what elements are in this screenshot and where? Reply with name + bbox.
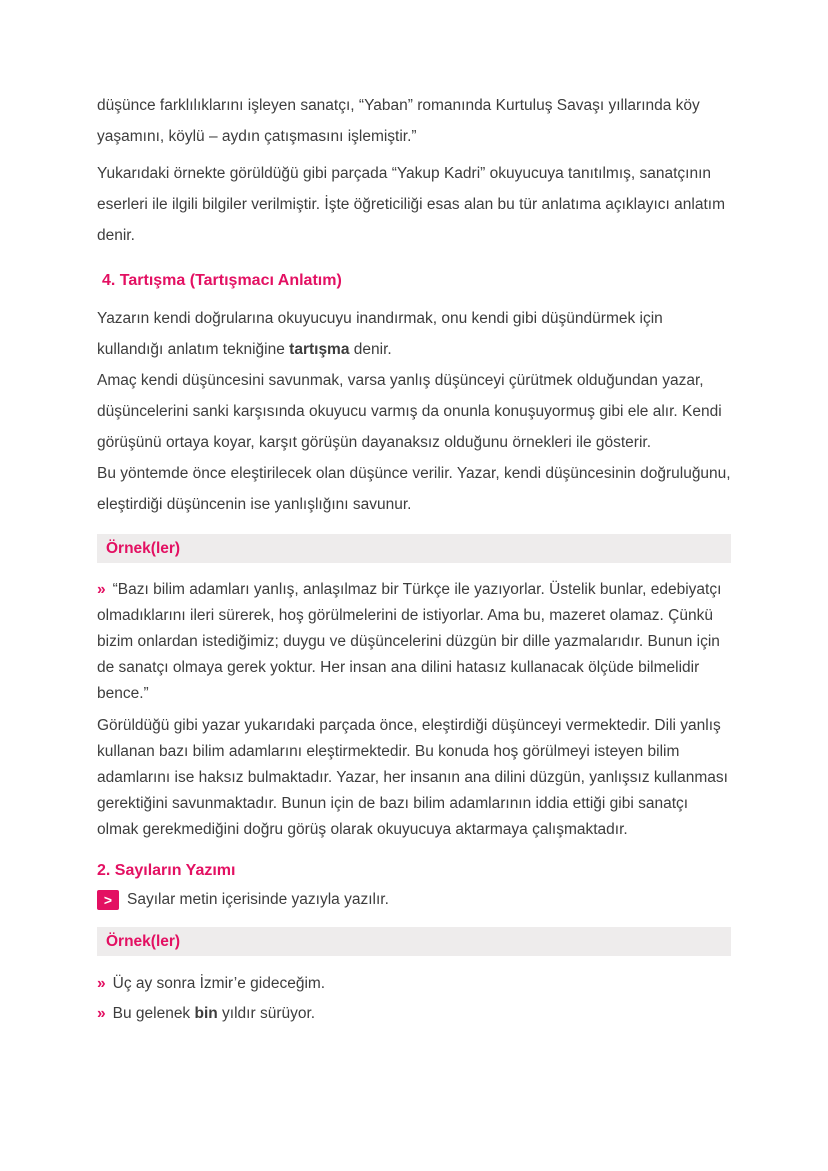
example-quote-text: “Bazı bilim adamları yanlış, anlaşılmaz bir Türkçe ile yazıyorlar. Üstelik bunlar, edebiyatçı olmadıklarını ileri sürerek, hoş görülmelerini de istiyorlar. Ama bu, mazeret olamaz. Çünkü bizim onlardan istediğimiz; duygu ve düşüncelerini düzgün bir dille yazmalarıdır. Bunun için de sanatçı olmaya gerek yoktur. Her insan ana dilini hatasız kullanacak ölçüde bilmelidir bence.”: [97, 581, 722, 702]
rule-arrow-badge: >: [97, 890, 119, 910]
guillemet-marker: »: [97, 581, 106, 598]
ornekler-banner-sayilar: [97, 927, 731, 956]
ornekler-banner-label-2: Örnek(ler): [106, 932, 181, 950]
paragraph-yaban-continuation: düşünce farklılıklarını işleyen sanatçı, “Yaban” romanında Kurtuluş Savaşı yıllarında köy yaşamını, köylü – aydın çatışmasını işlemiştir.”: [97, 97, 700, 145]
ornekler-banner-tartisma: [97, 534, 731, 563]
heading-sayilarin-yazimi: 2. Sayıların Yazımı: [97, 862, 236, 879]
guillemet-marker: »: [97, 975, 106, 992]
paragraph-tartisma-definition: [97, 303, 731, 365]
paragraph-amac: Amaç kendi düşüncesini savunmak, varsa yanlış düşünceyi çürütmek olduğundan yazar, düşüncelerini sanki karşısında okuyucu varmış da onunla konuşuyormuş gibi ele alır. Kendi görüşünü ortaya koyar, karşıt görüşün dayanaksız olduğunu örnekleri ile gösterir.: [97, 372, 722, 451]
heading-tartisma: 4. Tartışma (Tartışmacı Anlatım): [102, 272, 342, 289]
rule-sayilar-text: Sayılar metin içerisinde yazıyla yazılır.: [127, 891, 389, 908]
example-quote-paragraph: [97, 577, 731, 707]
guillemet-marker: »: [97, 1005, 106, 1022]
example-bin-text: [113, 1005, 315, 1022]
definition-pre-text: Yazarın kendi doğrularına okuyucuyu inandırmak, onu kendi gibi düşündürmek için kullandığı anlatım tekniğine: [97, 310, 663, 358]
example-izmir-text: Üç ay sonra İzmir’e gideceğim.: [112, 975, 326, 992]
paragraph-yakup-kadri-summary: Yukarıdaki örnekte görüldüğü gibi parçada “Yakup Kadri” okuyucuya tanıtılmış, sanatçının eserleri ile ilgili bilgiler verilmiştir. İşte öğreticiliği esas alan bu tür anlatıma açıklayıcı anlatım denir.: [97, 165, 725, 244]
example-bin-post: yıldır sürüyor.: [217, 1005, 316, 1022]
example-bin: [97, 1000, 731, 1028]
example-bin-pre: Bu gelenek: [112, 1005, 195, 1022]
paragraph-yontem: Bu yöntemde önce eleştirilecek olan düşünce verilir. Yazar, kendi düşüncesinin doğruluğunu, eleştirdiği düşüncenin ise yanlışlığını savunur.: [97, 465, 731, 513]
term-tartisma: tartışma: [289, 341, 350, 358]
example-izmir: [97, 970, 731, 998]
paragraph-analysis: Görüldüğü gibi yazar yukarıdaki parçada önce, eleştirdiği düşünceyi vermektedir. Dili yanlış kullanan bazı bilim adamlarını eleştirmektedir. Bu konuda hoş görülmeyi isteyen bilim adamlarını ise haksız bulmaktadır. Yazar, her insanın ana dilini düzgün, yanlışsız kullanması gerektiğini savunmaktadır. Bunun için de bazı bilim adamlarının iddia ettiği gibi sanatçı olmak gerekmediğini doğru görüş olarak okuyucuya aktarmaya çalışmaktadır.: [97, 717, 728, 838]
definition-post-text: denir.: [349, 341, 392, 358]
ornekler-banner-label: Örnek(ler): [106, 539, 181, 557]
term-bin: bin: [194, 1005, 218, 1022]
rule-sayilar: [97, 887, 731, 913]
